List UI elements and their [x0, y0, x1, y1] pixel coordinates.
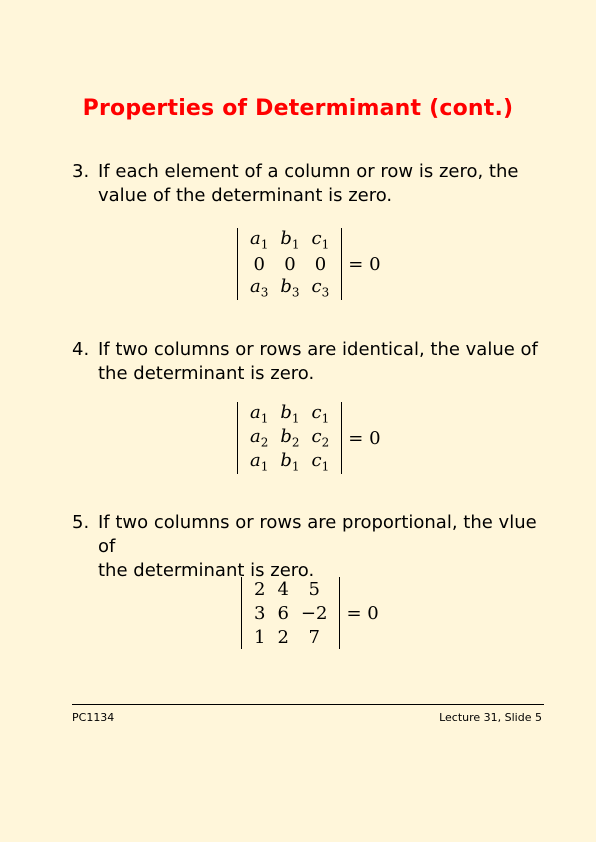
matrix-cell: $c_1$	[311, 402, 330, 426]
determinant-5	[241, 577, 379, 649]
item-number: 4.	[72, 339, 90, 360]
matrix-cell: 2	[254, 578, 266, 600]
matrix-cell: $c_2$	[311, 426, 330, 450]
determinant-bars	[237, 228, 342, 300]
matrix-cell: 1	[254, 626, 266, 648]
matrix-cell: $b_2$	[280, 426, 300, 450]
item-text	[98, 160, 542, 208]
equals-zero: = 0	[348, 427, 381, 449]
matrix-cell: 6	[277, 602, 289, 624]
matrix-cell: $c_1$	[311, 450, 330, 474]
determinant-bars	[241, 577, 340, 649]
determinant-matrix	[248, 577, 333, 649]
equals-zero: = 0	[348, 253, 381, 275]
matrix-cell: 7	[308, 626, 320, 648]
matrix-cell: 3	[254, 602, 266, 624]
determinant-matrix	[244, 228, 335, 300]
item-text-line: If two columns or rows are identical, the value of	[98, 339, 538, 360]
item-text	[98, 338, 542, 386]
item-text-line: value of the determinant is zero.	[98, 185, 393, 206]
item-text	[98, 511, 542, 583]
property-item-3	[72, 160, 542, 208]
matrix-cell: 0	[314, 253, 327, 275]
matrix-cell: $b_1$	[280, 402, 300, 426]
determinant-3	[237, 228, 381, 300]
slide-title: Properties of Determimant (cont.)	[82, 96, 514, 121]
matrix-cell: $c_3$	[311, 276, 330, 300]
slide-number: Lecture 31, Slide 5	[439, 711, 542, 724]
property-item-4	[72, 338, 542, 386]
matrix-cell: $b_1$	[280, 228, 300, 252]
matrix-cell: $a_1$	[250, 228, 269, 252]
item-number: 3.	[72, 161, 90, 182]
matrix-cell: $c_1$	[311, 228, 330, 252]
matrix-cell: $b_1$	[280, 450, 300, 474]
equals-zero: = 0	[346, 602, 379, 624]
determinant-bars	[237, 402, 342, 474]
matrix-cell: $a_1$	[250, 402, 269, 426]
matrix-cell: $a_1$	[250, 450, 269, 474]
item-text-line: the determinant is zero.	[98, 560, 315, 581]
matrix-cell: 0	[284, 253, 296, 275]
determinant-4	[237, 402, 381, 474]
determinant-matrix	[244, 402, 335, 474]
property-item-5	[72, 511, 542, 583]
footer-rule	[72, 704, 544, 705]
course-code: PC1134	[72, 711, 115, 724]
matrix-cell: 0	[253, 253, 265, 275]
matrix-cell: 4	[277, 578, 289, 600]
matrix-cell: 5	[308, 578, 320, 600]
matrix-cell: 2	[277, 626, 289, 648]
matrix-cell: $a_2$	[250, 426, 269, 450]
item-text-line: If two columns or rows are proportional, the vlue of	[98, 512, 537, 557]
item-number: 5.	[72, 512, 90, 533]
item-text-line: the determinant is zero.	[98, 363, 315, 384]
item-text-line: If each element of a column or row is zero, the	[98, 161, 519, 182]
matrix-cell: −2	[300, 602, 328, 624]
matrix-cell: $b_3$	[280, 276, 300, 300]
matrix-cell: $a_3$	[250, 276, 269, 300]
